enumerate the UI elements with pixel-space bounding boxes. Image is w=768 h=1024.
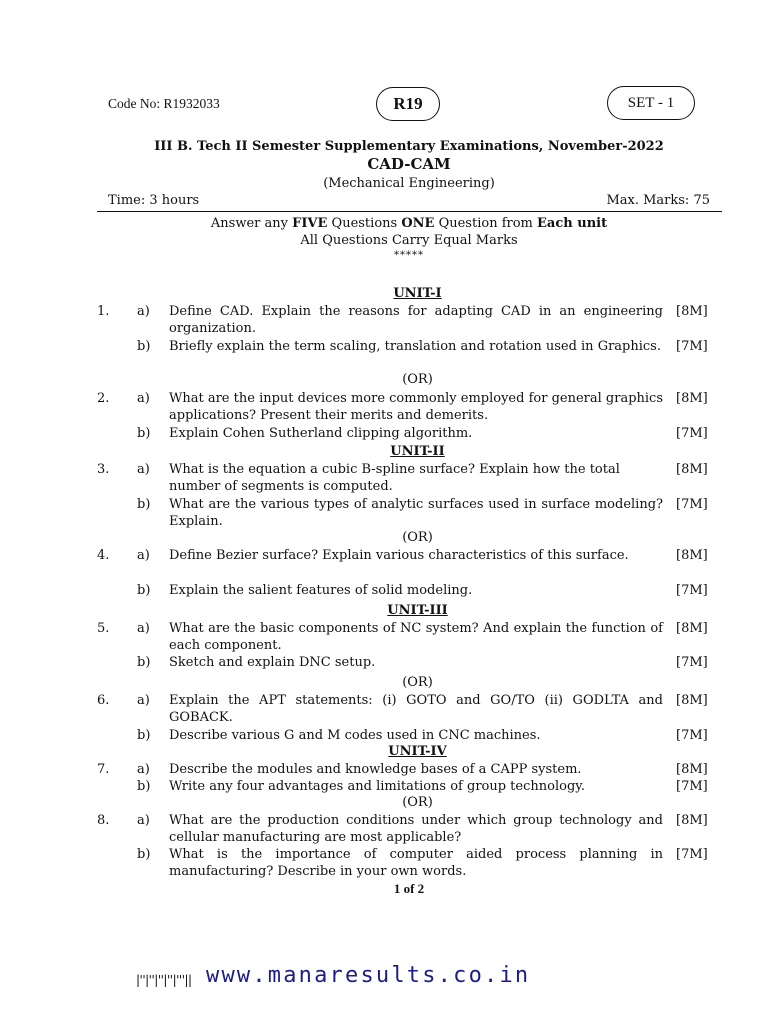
question-text: Explain Cohen Sutherland clipping algorithm. — [169, 426, 473, 441]
marks-label: [8M] — [676, 548, 708, 563]
instruction-emphasis: Each unit — [537, 216, 608, 231]
unit-heading: UNIT-I — [393, 286, 442, 301]
part-label: a) — [137, 621, 150, 636]
part-label: a) — [137, 813, 150, 828]
question-part — [0, 425, 768, 442]
instruction-emphasis: ONE — [401, 216, 435, 231]
part-label: a) — [137, 548, 150, 563]
page-number: 1 of 2 — [393, 881, 425, 896]
marks-label: [7M] — [676, 728, 708, 743]
question-text: Explain the APT statements: (i) GOTO and GO/TO (ii) GODLTA and GOBACK. — [169, 693, 663, 725]
unit-heading: UNIT-III — [387, 603, 448, 618]
question-part — [0, 338, 768, 372]
part-label: b) — [137, 339, 151, 354]
question-text: What are the input devices more commonly employed for general graphics applications? Present their merits and demerits. — [169, 391, 663, 423]
question-text: Define CAD. Explain the reasons for adapting CAD in an engineering organization. — [169, 304, 663, 336]
marks-label: [7M] — [676, 339, 708, 354]
instruction-text: Answer any — [210, 216, 293, 231]
exam-time: Time: 3 hours — [108, 193, 200, 208]
question-part — [0, 727, 768, 744]
question-text: Write any four advantages and limitations of group technology. — [169, 779, 586, 794]
question-number: 4. — [97, 548, 110, 563]
unit-heading: UNIT-II — [390, 444, 445, 459]
code-number: Code No: R1932033 — [108, 96, 220, 111]
marks-label: [8M] — [676, 391, 708, 406]
part-label: a) — [137, 304, 150, 319]
instruction-line-1 — [0, 216, 768, 231]
question-text: What is the importance of computer aided process planning in manufacturing? Describe in your own words. — [169, 847, 663, 879]
question-number: 6. — [97, 693, 110, 708]
question-part — [0, 582, 768, 599]
marks-label: [8M] — [676, 304, 708, 319]
part-label: a) — [137, 693, 150, 708]
subject-title: CAD-CAM — [367, 155, 451, 173]
question-text: What are the various types of analytic surfaces used in surface modeling? Explain. — [169, 497, 663, 529]
question-part — [0, 390, 768, 424]
or-separator: (OR) — [402, 675, 433, 690]
set-badge — [607, 86, 695, 120]
question-number: 2. — [97, 391, 110, 406]
question-number: 7. — [97, 762, 110, 777]
part-label: b) — [137, 728, 151, 743]
question-text: Describe the modules and knowledge bases of a CAPP system. — [169, 762, 582, 777]
question-text: Define Bezier surface? Explain various characteristics of this surface. — [169, 548, 629, 563]
part-label: b) — [137, 426, 151, 441]
separator-stars: ***** — [394, 250, 424, 261]
question-text: What are the basic components of NC system? And explain the function of each component. — [169, 621, 663, 653]
marks-label: [7M] — [676, 497, 708, 512]
unit-heading: UNIT-IV — [388, 744, 447, 759]
instruction-line-2: All Questions Carry Equal Marks — [300, 233, 518, 248]
part-label: b) — [137, 655, 151, 670]
question-part — [0, 620, 768, 654]
part-label: b) — [137, 847, 151, 862]
part-label: a) — [137, 762, 150, 777]
max-marks: Max. Marks: 75 — [606, 193, 710, 208]
marks-label: [7M] — [676, 655, 708, 670]
exam-title: III B. Tech II Semester Supplementary Examinations, November-2022 — [154, 139, 664, 154]
or-separator: (OR) — [402, 372, 433, 387]
question-text: What are the production conditions under which group technology and cellular manufacturing are most applicable? — [169, 813, 663, 845]
website-link[interactable]: www.manaresults.co.in — [206, 963, 531, 988]
header-divider — [97, 211, 722, 212]
question-part — [0, 812, 768, 846]
question-text: Briefly explain the term scaling, translation and rotation used in Graphics. — [169, 339, 661, 354]
question-number: 5. — [97, 621, 110, 636]
branch-name: (Mechanical Engineering) — [323, 176, 495, 191]
question-part — [0, 496, 768, 530]
question-text: Sketch and explain DNC setup. — [169, 655, 376, 670]
question-part — [0, 778, 768, 795]
part-label: a) — [137, 462, 150, 477]
regulation-label: R19 — [393, 94, 423, 113]
question-number: 1. — [97, 304, 110, 319]
marks-label: [8M] — [676, 621, 708, 636]
question-part — [0, 692, 768, 726]
marks-label: [8M] — [676, 762, 708, 777]
question-text: What is the equation a cubic B-spline surface? Explain how the total number of segments is computed. — [169, 462, 620, 494]
marks-label: [7M] — [676, 426, 708, 441]
question-number: 8. — [97, 813, 110, 828]
marks-label: [7M] — [676, 847, 708, 862]
marks-label: [8M] — [676, 813, 708, 828]
marks-label: [8M] — [676, 462, 708, 477]
marks-label: [7M] — [676, 779, 708, 794]
or-separator: (OR) — [402, 795, 433, 810]
set-label: SET - 1 — [627, 94, 675, 111]
marks-label: [8M] — [676, 693, 708, 708]
part-label: b) — [137, 497, 151, 512]
question-number: 3. — [97, 462, 110, 477]
or-separator: (OR) — [402, 530, 433, 545]
part-label: b) — [137, 583, 151, 598]
question-text: Explain the salient features of solid modeling. — [169, 583, 473, 598]
regulation-badge — [376, 87, 440, 121]
instruction-text: Question from — [434, 216, 538, 231]
question-part — [0, 547, 768, 581]
question-part — [0, 303, 768, 337]
question-part — [0, 846, 768, 880]
barcode-mark: |''|''|''|''|'''|| — [136, 973, 192, 987]
question-part — [0, 761, 768, 778]
question-part — [0, 461, 768, 495]
marks-label: [7M] — [676, 583, 708, 598]
question-text: Describe various G and M codes used in CNC machines. — [169, 728, 541, 743]
question-part — [0, 654, 768, 671]
instruction-text: Questions — [327, 216, 402, 231]
instruction-emphasis: FIVE — [292, 216, 328, 231]
part-label: b) — [137, 779, 151, 794]
part-label: a) — [137, 391, 150, 406]
